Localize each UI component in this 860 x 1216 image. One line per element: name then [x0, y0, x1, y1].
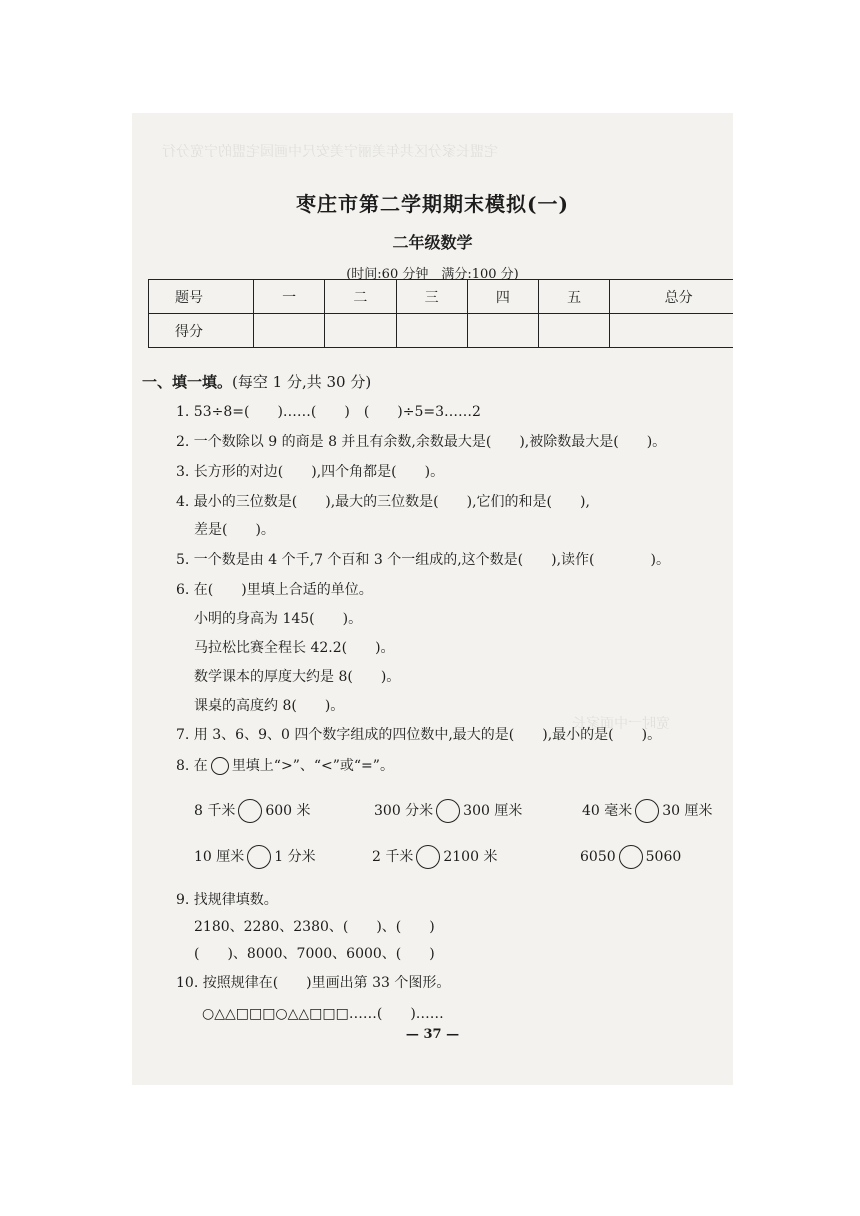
question-6-item: 马拉松比赛全程长 42.2( )。	[194, 640, 395, 656]
score-table-score-row	[149, 314, 734, 348]
compare-item	[194, 799, 311, 823]
question-1: 1. 53÷8=( )……( ) ( )÷5=3……2	[176, 404, 481, 420]
answer-circle-icon	[635, 799, 659, 823]
question-9-sequence: ( )、8000、7000、6000、( )	[194, 946, 435, 962]
column-header: 四	[467, 280, 538, 314]
compare-left: 6050	[580, 849, 616, 865]
compare-right: 2100 米	[443, 849, 498, 865]
exam-time-score: (时间:60 分钟 满分:100 分)	[346, 267, 519, 282]
compare-left: 10 厘米	[194, 849, 245, 865]
compare-item	[582, 799, 713, 823]
question-8	[176, 755, 394, 775]
row-label-question: 题号	[149, 280, 254, 314]
question-9-sequence: 2180、2280、2380、( )、( )	[194, 919, 435, 935]
compare-item	[372, 845, 497, 869]
score-cell	[325, 314, 396, 348]
answer-circle-icon	[211, 757, 229, 775]
answer-circle-icon	[436, 799, 460, 823]
question-6-item: 小明的身高为 145( )。	[194, 611, 363, 627]
compare-item	[580, 845, 681, 869]
compare-left: 2 千米	[372, 849, 414, 865]
question-2: 2. 一个数除以 9 的商是 8 并且有余数,余数最大是( ),被除数最大是( )。	[176, 434, 667, 450]
question-10: 10. 按照规律在( )里画出第 33 个图形。	[176, 975, 451, 991]
column-header: 二	[325, 280, 396, 314]
question-8-suffix: 里填上“>”、“<”或“=”。	[231, 758, 394, 774]
question-9: 9. 找规律填数。	[176, 892, 278, 908]
question-7: 7. 用 3、6、9、0 四个数字组成的四位数中,最大的是( ),最小的是( )。	[176, 727, 662, 743]
compare-left: 300 分米	[374, 803, 434, 819]
row-label-score: 得分	[149, 314, 254, 348]
score-cell	[539, 314, 610, 348]
exam-title: 枣庄市第二学期期末模拟(一)	[296, 192, 569, 216]
score-cell	[396, 314, 467, 348]
section-title: 一、填一填。	[142, 373, 233, 391]
question-4-continued: 差是( )。	[194, 522, 275, 538]
question-4: 4. 最小的三位数是( ),最大的三位数是( ),它们的和是( ),	[176, 494, 590, 510]
score-table	[148, 279, 733, 348]
compare-item	[374, 799, 522, 823]
column-header: 三	[396, 280, 467, 314]
compare-left: 40 毫米	[582, 803, 633, 819]
compare-right: 30 厘米	[662, 803, 713, 819]
question-6-item: 课桌的高度约 8( )。	[194, 698, 345, 714]
score-cell	[467, 314, 538, 348]
compare-left: 8 千米	[194, 803, 236, 819]
bleed-through-text: 宽时一中面家长	[572, 716, 670, 732]
section-note: (每空 1 分,共 30 分)	[232, 373, 372, 391]
column-header: 五	[539, 280, 610, 314]
answer-circle-icon	[238, 799, 262, 823]
question-10-pattern: ○△△□□□○△△□□□……( )……	[202, 1006, 444, 1022]
compare-right: 5060	[645, 849, 682, 865]
question-5: 5. 一个数是由 4 个千,7 个百和 3 个一组成的,这个数是( ),读作( )。	[176, 552, 670, 568]
exam-page	[132, 113, 733, 1085]
column-header: 总分	[610, 280, 733, 314]
question-8-prefix: 8. 在	[176, 758, 208, 774]
answer-circle-icon	[416, 845, 440, 869]
compare-right: 300 厘米	[463, 803, 523, 819]
compare-right: 600 米	[265, 803, 311, 819]
answer-circle-icon	[247, 845, 271, 869]
score-cell	[254, 314, 325, 348]
compare-item	[194, 845, 316, 869]
column-header: 一	[254, 280, 325, 314]
question-6-item: 数学课本的厚度大约是 8( )。	[194, 669, 401, 685]
exam-subtitle: 二年级数学	[392, 233, 473, 252]
page-number: — 37 —	[405, 1027, 460, 1042]
answer-circle-icon	[619, 845, 643, 869]
score-cell	[610, 314, 733, 348]
question-6: 6. 在( )里填上合适的单位。	[176, 582, 373, 598]
score-table-header-row	[149, 280, 734, 314]
question-3: 3. 长方形的对边( ),四个角都是( )。	[176, 464, 445, 480]
section-heading	[142, 371, 371, 392]
compare-right: 1 分米	[274, 849, 316, 865]
bleed-through-text: 宅盟长家分区共年美丽宁美安尺中画园宅盟的宁宽分行	[162, 144, 498, 160]
